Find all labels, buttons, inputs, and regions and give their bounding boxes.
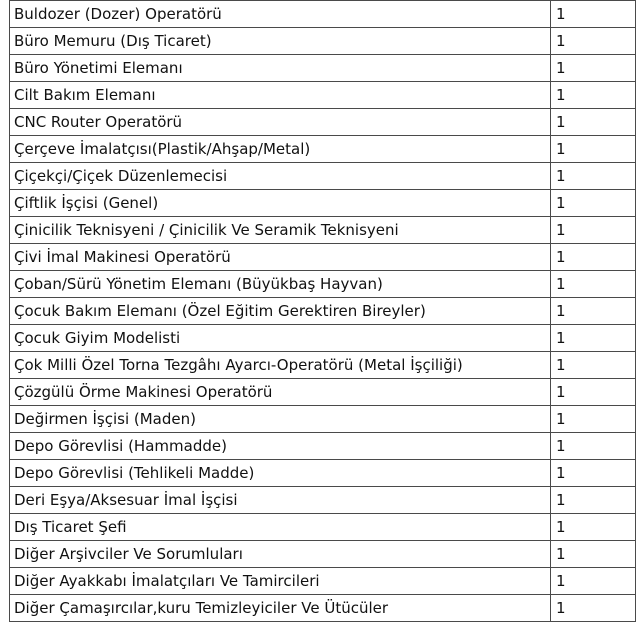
occupation-name-cell: Büro Yönetimi Elemanı: [10, 55, 551, 82]
occupation-name-cell: Depo Görevlisi (Hammadde): [10, 433, 551, 460]
table-row: [10, 55, 636, 82]
occupation-name-cell: Depo Görevlisi (Tehlikeli Madde): [10, 460, 551, 487]
occupation-name-cell: Diğer Arşivciler Ve Sorumluları: [10, 541, 551, 568]
vacancy-count-cell: 1: [551, 190, 636, 217]
occupation-name-cell: Çerçeve İmalatçısı(Plastik/Ahşap/Metal): [10, 136, 551, 163]
table-row: [10, 514, 636, 541]
vacancy-count-cell: 1: [551, 568, 636, 595]
vacancy-count-cell: 1: [551, 55, 636, 82]
occupation-name-cell: Diğer Çamaşırcılar,kuru Temizleyiciler Ve Ütücüler: [10, 595, 551, 622]
vacancy-count-cell: 1: [551, 487, 636, 514]
table-row: [10, 28, 636, 55]
occupation-name-cell: Buldozer (Dozer) Operatörü: [10, 1, 551, 28]
vacancy-count-cell: 1: [551, 244, 636, 271]
table-row: [10, 406, 636, 433]
occupation-name-cell: Deri Eşya/Aksesuar İmal İşçisi: [10, 487, 551, 514]
vacancy-count-cell: 1: [551, 514, 636, 541]
vacancy-count-cell: 1: [551, 82, 636, 109]
table-row: [10, 568, 636, 595]
vacancy-count-cell: 1: [551, 109, 636, 136]
table-row: [10, 298, 636, 325]
table-row: [10, 82, 636, 109]
occupation-name-cell: Çivi İmal Makinesi Operatörü: [10, 244, 551, 271]
occupation-name-cell: CNC Router Operatörü: [10, 109, 551, 136]
vacancy-count-cell: 1: [551, 28, 636, 55]
table-row: [10, 190, 636, 217]
table-row: [10, 433, 636, 460]
vacancy-count-cell: 1: [551, 352, 636, 379]
occupation-name-cell: Dış Ticaret Şefi: [10, 514, 551, 541]
table-row: [10, 109, 636, 136]
occupation-name-cell: Çok Milli Özel Torna Tezgâhı Ayarcı-Operatörü (Metal İşçiliği): [10, 352, 551, 379]
table-row: [10, 271, 636, 298]
vacancy-count-cell: 1: [551, 541, 636, 568]
table-row: [10, 541, 636, 568]
occupation-name-cell: Büro Memuru (Dış Ticaret): [10, 28, 551, 55]
vacancy-count-cell: 1: [551, 433, 636, 460]
table-row: [10, 136, 636, 163]
vacancy-count-cell: 1: [551, 406, 636, 433]
vacancy-count-cell: 1: [551, 379, 636, 406]
table-row: [10, 379, 636, 406]
occupation-name-cell: Çözgülü Örme Makinesi Operatörü: [10, 379, 551, 406]
table-row: [10, 244, 636, 271]
occupation-name-cell: Çiçekçi/Çiçek Düzenlemecisi: [10, 163, 551, 190]
occupation-name-cell: Çiftlik İşçisi (Genel): [10, 190, 551, 217]
table-row: [10, 595, 636, 622]
occupation-name-cell: Çoban/Sürü Yönetim Elemanı (Büyükbaş Hayvan): [10, 271, 551, 298]
table-row: [10, 460, 636, 487]
vacancy-count-cell: 1: [551, 460, 636, 487]
table-row: [10, 487, 636, 514]
table-row: [10, 352, 636, 379]
vacancy-count-cell: 1: [551, 163, 636, 190]
vacancy-count-cell: 1: [551, 595, 636, 622]
job-table-body: [10, 1, 636, 622]
occupation-name-cell: Değirmen İşçisi (Maden): [10, 406, 551, 433]
vacancy-count-cell: 1: [551, 298, 636, 325]
table-row: [10, 217, 636, 244]
occupation-name-cell: Çinicilik Teknisyeni / Çinicilik Ve Seramik Teknisyeni: [10, 217, 551, 244]
job-table: [9, 0, 636, 622]
table-row: [10, 325, 636, 352]
vacancy-count-cell: 1: [551, 325, 636, 352]
vacancy-count-cell: 1: [551, 136, 636, 163]
vacancy-count-cell: 1: [551, 1, 636, 28]
occupation-name-cell: Çocuk Bakım Elemanı (Özel Eğitim Gerektiren Bireyler): [10, 298, 551, 325]
table-row: [10, 163, 636, 190]
vacancy-count-cell: 1: [551, 271, 636, 298]
table-row: [10, 1, 636, 28]
occupation-name-cell: Çocuk Giyim Modelisti: [10, 325, 551, 352]
occupation-name-cell: Cilt Bakım Elemanı: [10, 82, 551, 109]
occupation-name-cell: Diğer Ayakkabı İmalatçıları Ve Tamircileri: [10, 568, 551, 595]
vacancy-count-cell: 1: [551, 217, 636, 244]
